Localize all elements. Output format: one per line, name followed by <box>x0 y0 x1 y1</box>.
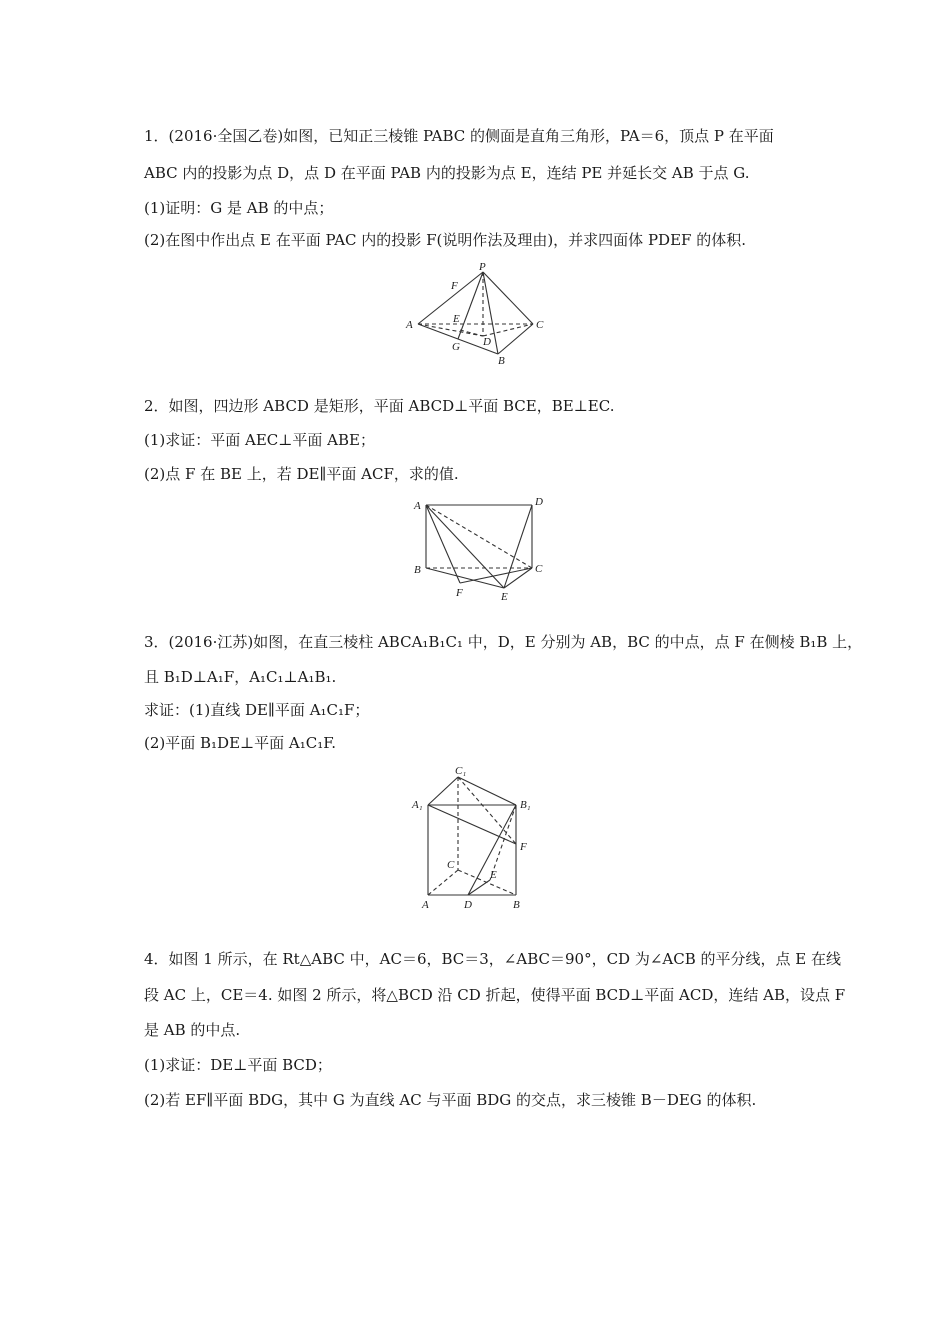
label-P: P <box>479 261 486 273</box>
problem1-line2: ABC 内的投影为点 D，点 D 在平面 PAB 内的投影为点 E，连结 PE 并延长交 AB 于点 G. <box>144 164 750 182</box>
label-F: F <box>456 587 463 599</box>
label-C: C <box>536 319 544 331</box>
label-E: E <box>453 313 460 325</box>
problem4-line2: 段 AC 上，CE＝4. 如图 2 所示，将△BCD 沿 CD 折起，使得平面 BCD⊥平面 ACD，连结 AB，设点 F <box>144 986 846 1004</box>
label-C1: C₁ <box>455 765 467 777</box>
problem2-line2: (1)求证：平面 AEC⊥平面 ABE； <box>144 431 375 449</box>
label-C: C <box>447 859 455 871</box>
label-B: B <box>414 564 421 576</box>
problem1-line4: (2)在图中作出点 E 在平面 PAC 内的投影 F(说明作法及理由)，并求四面体 PDEF 的体积. <box>144 231 746 249</box>
problem1-line1: 1．(2016·全国乙卷)如图，已知正三棱锥 PABC 的侧面是直角三角形，PA＝6，顶点 P 在平面 <box>144 127 774 145</box>
label-B: B <box>498 355 505 367</box>
pyramid-figure <box>400 258 560 368</box>
label-B1: B₁ <box>520 799 531 811</box>
rectangle-prism-figure <box>400 490 560 600</box>
label-G: G <box>452 341 460 353</box>
label-A: A <box>406 319 413 331</box>
problem3-line2: 且 B₁D⊥A₁F，A₁C₁⊥A₁B₁. <box>144 668 337 686</box>
problem3-line1: 3．(2016·江苏)如图，在直三棱柱 ABCA₁B₁C₁ 中，D，E 分别为 AB，BC 的中点，点 F 在侧棱 B₁B 上， <box>144 633 863 651</box>
problem4-line3: 是 AB 的中点. <box>144 1021 241 1039</box>
label-D: D <box>483 336 491 348</box>
label-A: A <box>414 500 421 512</box>
label-E: E <box>490 869 497 881</box>
label-F: F <box>520 841 527 853</box>
label-B: B <box>513 899 520 911</box>
label-E: E <box>501 591 508 600</box>
problem3-line4: (2)平面 B₁DE⊥平面 A₁C₁F. <box>144 734 337 752</box>
problem4-line4: (1)求证：DE⊥平面 BCD； <box>144 1056 332 1074</box>
label-A1: A₁ <box>412 799 423 811</box>
label-D: D <box>464 899 472 911</box>
label-D: D <box>535 496 543 508</box>
problem4-line5: (2)若 EF∥平面 BDG，其中 G 为直线 AC 与平面 BDG 的交点，求三棱锥 B－DEG 的体积. <box>144 1091 757 1109</box>
label-C: C <box>535 563 543 575</box>
label-A: A <box>422 899 429 911</box>
problem1-line3: (1)证明：G 是 AB 的中点； <box>144 199 334 217</box>
label-F: F <box>451 280 458 292</box>
prism-figure <box>400 762 560 912</box>
problem2-line1: 2．如图，四边形 ABCD 是矩形，平面 ABCD⊥平面 BCE，BE⊥EC. <box>144 397 615 415</box>
problem4-line1: 4．如图 1 所示，在 Rt△ABC 中，AC＝6，BC＝3，∠ABC＝90°，CD 为∠ACB 的平分线，点 E 在线 <box>144 950 841 968</box>
problem2-line3: (2)点 F 在 BE 上，若 DE∥平面 ACF，求的值. <box>144 465 459 483</box>
problem3-line3: 求证：(1)直线 DE∥平面 A₁C₁F； <box>144 701 370 719</box>
